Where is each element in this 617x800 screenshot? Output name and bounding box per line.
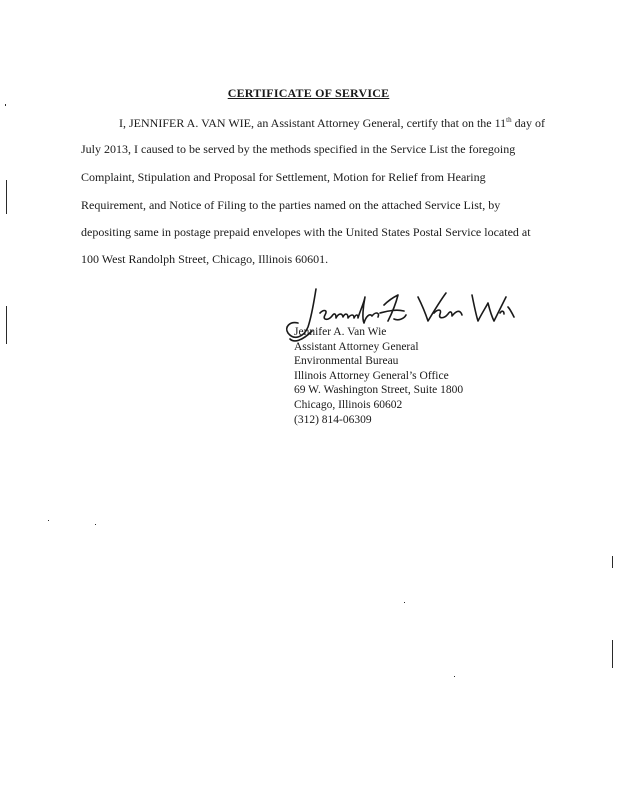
scan-mark bbox=[5, 104, 6, 106]
signer-name: Jennifer A. Van Wie bbox=[294, 326, 387, 338]
signature-block bbox=[294, 325, 463, 427]
scan-mark bbox=[612, 556, 613, 568]
paragraph-line-1-end: day of bbox=[511, 116, 545, 130]
scan-mark bbox=[95, 524, 96, 525]
scan-mark bbox=[48, 520, 49, 521]
signer-title: Assistant Attorney General bbox=[294, 340, 419, 353]
scan-mark bbox=[454, 676, 455, 677]
paragraph-line-5: depositing same in postage prepaid envelopes with the United States Postal Service located at bbox=[81, 225, 531, 239]
scan-mark bbox=[612, 640, 613, 668]
paragraph-line-3: Complaint, Stipulation and Proposal for Settlement, Motion for Relief from Hearing bbox=[81, 170, 486, 184]
scan-mark bbox=[6, 180, 7, 214]
signer-office: Illinois Attorney General’s Office bbox=[294, 369, 449, 382]
scan-mark bbox=[6, 306, 7, 344]
signer-street: 69 W. Washington Street, Suite 1800 bbox=[294, 384, 464, 397]
scan-mark bbox=[404, 602, 405, 603]
ordinal-suffix: th bbox=[506, 116, 512, 124]
signer-city: Chicago, Illinois 60602 bbox=[294, 398, 403, 411]
paragraph-line-1 bbox=[119, 116, 545, 131]
signer-bureau: Environmental Bureau bbox=[294, 355, 399, 368]
paragraph-line-2: July 2013, I caused to be served by the methods specified in the Service List the foregoing bbox=[81, 142, 516, 156]
paragraph-line-1-text: I, JENNIFER A. VAN WIE, an Assistant Attorney General, certify that on the 11 bbox=[119, 116, 507, 130]
signer-phone: (312) 814-06309 bbox=[294, 413, 372, 426]
paragraph-line-6: 100 West Randolph Street, Chicago, Illinois 60601. bbox=[81, 252, 329, 266]
document-title: CERTIFICATE OF SERVICE bbox=[227, 86, 390, 100]
paragraph-line-4: Requirement, and Notice of Filing to the parties named on the attached Service List, by bbox=[81, 198, 501, 212]
